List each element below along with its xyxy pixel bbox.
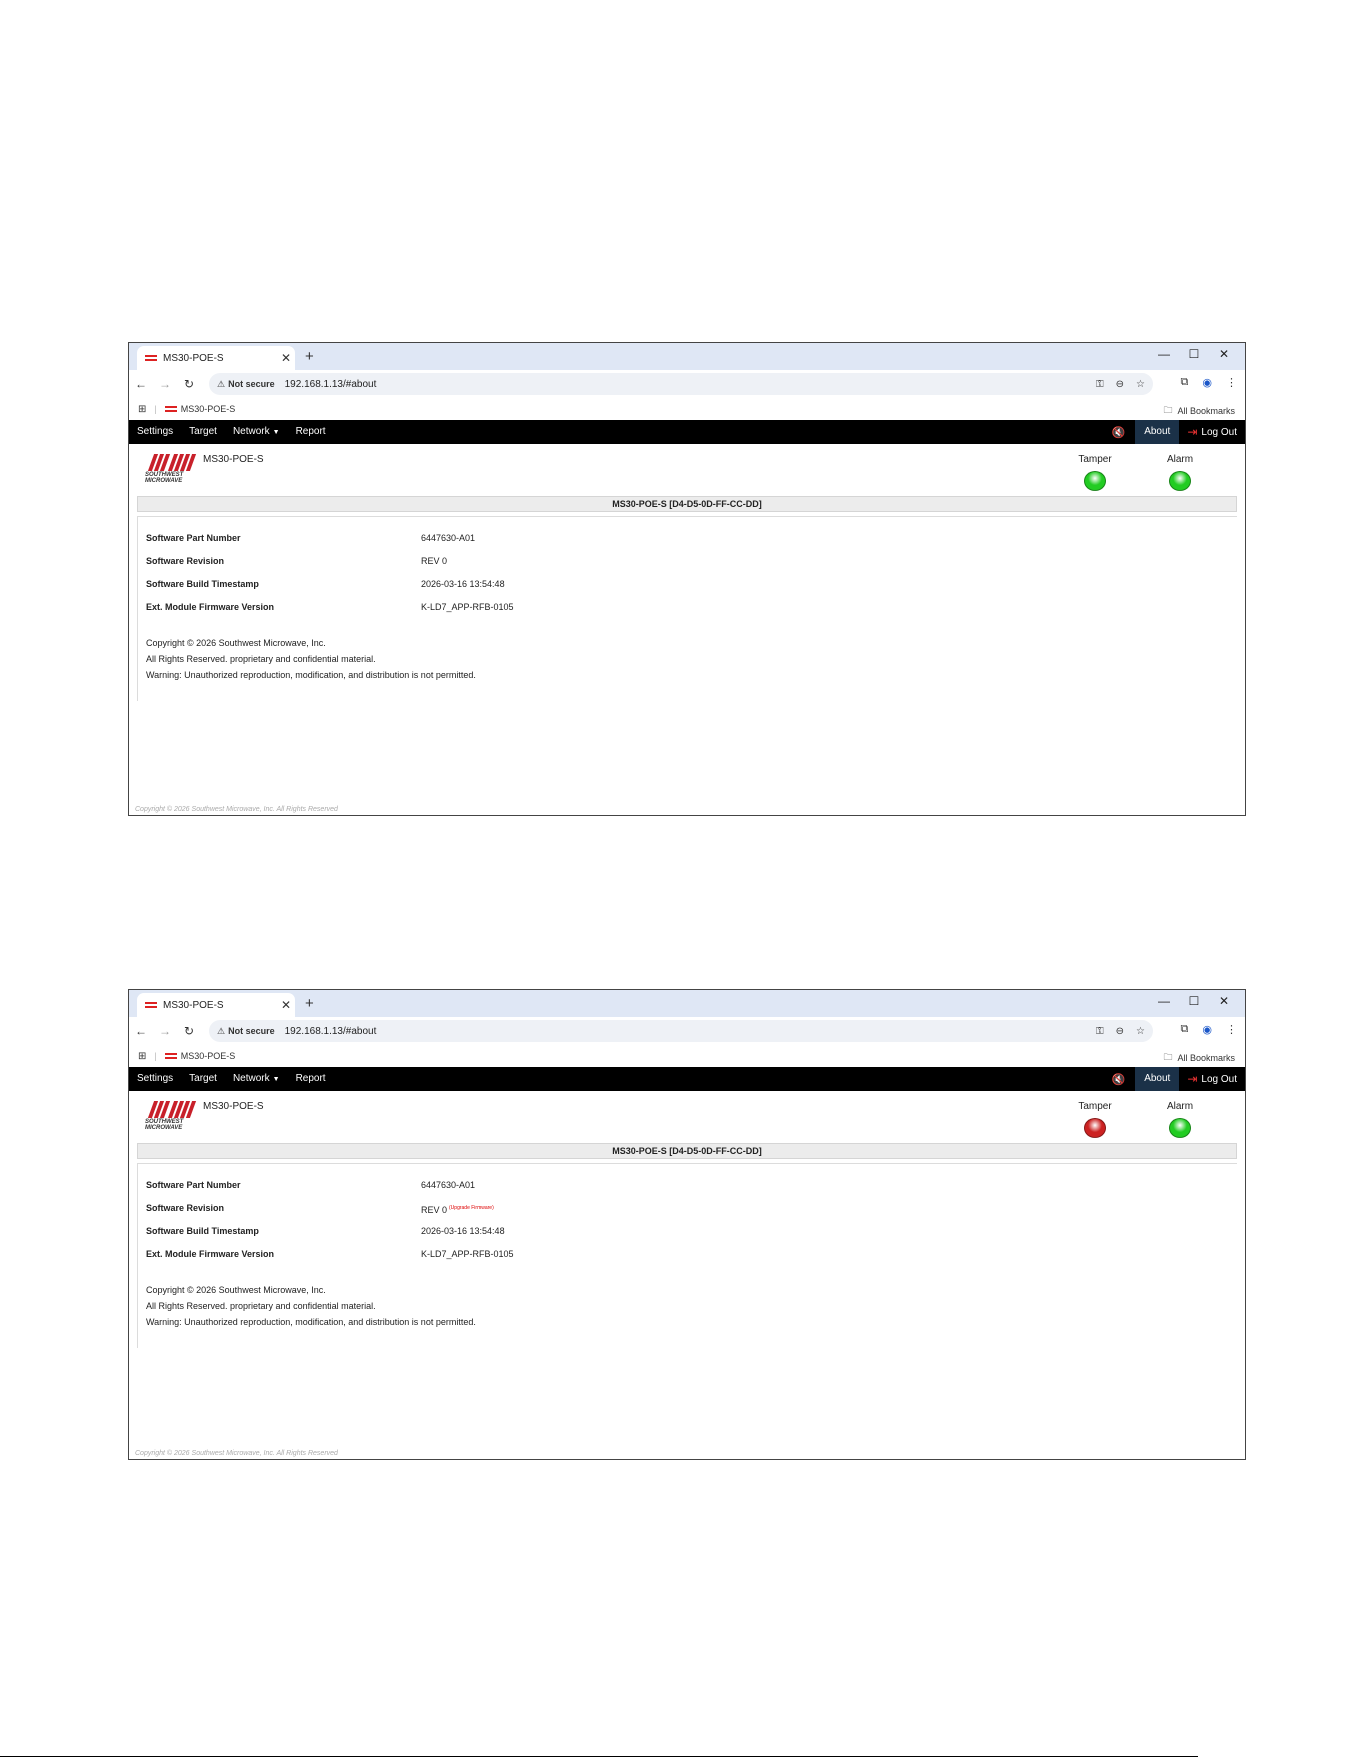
info-value <box>421 554 447 577</box>
info-value <box>421 577 505 600</box>
tamper-led-icon <box>1084 471 1106 491</box>
copyright-line: Warning: Unauthorized reproduction, modification, and distribution is not permitted. <box>146 1317 476 1327</box>
page-footer-rule <box>0 1756 1198 1757</box>
url-input[interactable] <box>209 1020 1153 1042</box>
favicon-icon <box>165 1052 177 1060</box>
address-bar <box>129 370 1245 398</box>
alarm-indicator <box>1160 454 1200 491</box>
logo-stripes <box>147 1101 193 1118</box>
company-logo <box>145 454 195 490</box>
bookmarks-bar <box>129 398 1245 420</box>
copyright-line: Warning: Unauthorized reproduction, modification, and distribution is not permitted. <box>146 670 476 680</box>
forward-arrow-icon[interactable]: → <box>159 1024 171 1038</box>
bookmark-item[interactable] <box>165 1051 236 1061</box>
bookmarks-bar <box>129 1045 1245 1067</box>
nav-target[interactable]: Target <box>189 426 217 437</box>
bookmark-star-icon[interactable]: ☆ <box>1136 1025 1145 1037</box>
url-text: 192.168.1.13/#about <box>284 378 377 390</box>
all-bookmarks-label: All Bookmarks <box>1177 406 1235 416</box>
url-input[interactable] <box>209 373 1153 395</box>
tab-title: MS30-POE-S <box>163 999 224 1011</box>
tab-search-icon[interactable]: ⧉ <box>1180 376 1189 388</box>
folder-icon: 🗀 <box>1163 1052 1173 1062</box>
new-tab-button[interactable]: + <box>305 348 314 365</box>
info-value-text: K-LD7_APP-RFB-0105 <box>421 1249 514 1259</box>
back-arrow-icon[interactable]: ← <box>135 1024 147 1038</box>
copyright-block <box>146 635 1229 683</box>
menu-kebab-icon[interactable]: ⋮ <box>1226 377 1237 389</box>
bookmark-label: MS30-POE-S <box>180 404 236 414</box>
info-label: Software Revision <box>146 556 225 566</box>
info-label: Ext. Module Firmware Version <box>146 602 275 612</box>
info-row <box>146 531 1229 554</box>
not-secure-label: Not secure <box>228 1025 275 1036</box>
info-row <box>146 554 1229 577</box>
nav-network-label: Network <box>232 1072 270 1084</box>
maximize-button[interactable]: ☐ <box>1188 347 1200 361</box>
nav-settings[interactable]: Settings <box>137 426 174 437</box>
info-label: Software Build Timestamp <box>146 579 259 589</box>
company-logo <box>145 1101 195 1137</box>
all-bookmarks-button[interactable] <box>1163 1050 1235 1066</box>
info-label: Ext. Module Firmware Version <box>146 1249 275 1259</box>
info-value <box>421 531 475 554</box>
screenshot-2 <box>128 989 1246 1460</box>
nav-about[interactable]: About <box>1135 1067 1179 1091</box>
info-label: Software Build Timestamp <box>146 1226 259 1236</box>
alarm-label: Alarm <box>1166 454 1194 465</box>
info-value-text: REV 0 <box>421 1205 448 1215</box>
info-label: Software Part Number <box>146 1180 241 1190</box>
tab-close-icon[interactable]: ✕ <box>280 998 292 1012</box>
forward-arrow-icon[interactable]: → <box>159 377 171 391</box>
screenshot-1 <box>128 342 1246 816</box>
info-value <box>421 600 514 623</box>
page-footer: Copyright © 2026 Southwest Microwave, Inc. All Rights Reserved <box>135 806 338 813</box>
device-title-bar: MS30-POE-S [D4-D5-0D-FF-CC-DD] <box>137 1143 1237 1159</box>
zoom-icon[interactable]: ⊖ <box>1115 1025 1125 1037</box>
copyright-line: All Rights Reserved. proprietary and confidential material. <box>146 654 376 664</box>
tab-search-icon[interactable]: ⧉ <box>1180 1023 1189 1035</box>
not-secure-label: Not secure <box>228 378 275 389</box>
info-value-text: 2026-03-16 13:54:48 <box>421 579 505 589</box>
password-key-icon[interactable]: ⚿ <box>1096 1025 1104 1037</box>
tab-title: MS30-POE-S <box>163 352 224 364</box>
bookmark-label: MS30-POE-S <box>180 1051 236 1061</box>
info-value-text: 2026-03-16 13:54:48 <box>421 1226 505 1236</box>
nav-settings[interactable]: Settings <box>137 1073 174 1084</box>
alarm-led-icon <box>1169 1118 1191 1138</box>
folder-icon: 🗀 <box>1163 405 1173 415</box>
alarm-indicator <box>1160 1101 1200 1138</box>
tamper-indicator <box>1075 454 1115 491</box>
logout-label: Log Out <box>1201 426 1237 438</box>
device-title-bar: MS30-POE-S [D4-D5-0D-FF-CC-DD] <box>137 496 1237 512</box>
reload-icon[interactable]: ↻ <box>183 1024 195 1038</box>
speaker-mute-icon[interactable]: 🔇 <box>1111 426 1126 439</box>
browser-tab[interactable] <box>137 346 295 370</box>
tab-close-icon[interactable]: ✕ <box>280 351 292 365</box>
alarm-label: Alarm <box>1166 1101 1194 1112</box>
bookmark-star-icon[interactable]: ☆ <box>1136 378 1145 390</box>
window-controls <box>1149 347 1239 361</box>
security-chip[interactable] <box>217 379 275 390</box>
info-value <box>421 1201 494 1224</box>
bookmark-item[interactable] <box>165 404 236 414</box>
app-header <box>129 1091 1245 1143</box>
menu-kebab-icon[interactable]: ⋮ <box>1226 1024 1237 1036</box>
info-list <box>146 1178 1229 1270</box>
logo-text: SOUTHWEST MICROWAVE <box>145 1119 184 1131</box>
bookmark-separator: | <box>154 404 157 414</box>
info-label: Software Part Number <box>146 533 241 543</box>
new-tab-button[interactable]: + <box>305 995 314 1012</box>
warning-icon: ⚠ <box>217 378 226 389</box>
info-value <box>421 1178 475 1201</box>
bookmark-separator: | <box>154 1051 157 1061</box>
profile-icon[interactable]: ◉ <box>1202 377 1212 389</box>
close-window-button[interactable]: ✕ <box>1218 347 1230 361</box>
logout-icon: ⇥ <box>1187 1072 1198 1086</box>
all-bookmarks-button[interactable] <box>1163 403 1235 419</box>
apps-grid-icon[interactable]: ⊞ <box>138 1050 147 1062</box>
window-controls <box>1149 994 1239 1008</box>
minimize-button[interactable]: — <box>1158 994 1170 1008</box>
info-list <box>146 531 1229 623</box>
app-header <box>129 444 1245 496</box>
address-bar <box>129 1017 1245 1045</box>
password-key-icon[interactable]: ⚿ <box>1096 378 1104 390</box>
nav-network-label: Network <box>232 425 270 437</box>
all-bookmarks-label: All Bookmarks <box>1177 1053 1235 1063</box>
info-row <box>146 1224 1229 1247</box>
info-value-text: 6447630-A01 <box>421 1180 476 1190</box>
tamper-led-icon <box>1084 1118 1106 1138</box>
reload-icon[interactable]: ↻ <box>183 377 195 391</box>
chevron-down-icon: ▼ <box>272 428 280 436</box>
zoom-icon[interactable]: ⊖ <box>1115 378 1125 390</box>
logout-label: Log Out <box>1201 1073 1237 1085</box>
copyright-line: Copyright © 2026 Southwest Microwave, Inc. <box>146 638 326 648</box>
copyright-line: All Rights Reserved. proprietary and confidential material. <box>146 1301 376 1311</box>
info-row <box>146 1247 1229 1270</box>
browser-tab[interactable] <box>137 993 295 1017</box>
minimize-button[interactable]: — <box>1158 347 1170 361</box>
logo-stripes <box>147 454 193 471</box>
browser-tab-strip <box>129 990 1245 1017</box>
copyright-block <box>146 1282 1229 1330</box>
speaker-mute-icon[interactable]: 🔇 <box>1111 1073 1126 1086</box>
page-footer: Copyright © 2026 Southwest Microwave, Inc. All Rights Reserved <box>135 1450 338 1457</box>
nav-network[interactable] <box>225 420 288 445</box>
logout-button[interactable] <box>1179 425 1245 439</box>
url-text: 192.168.1.13/#about <box>284 1025 377 1037</box>
logout-button[interactable] <box>1179 1072 1245 1086</box>
tamper-label: Tamper <box>1078 1101 1112 1112</box>
info-row <box>146 577 1229 600</box>
warning-icon: ⚠ <box>217 1025 226 1036</box>
nav-network[interactable] <box>225 1067 288 1092</box>
info-value-text: REV 0 <box>421 556 448 566</box>
logout-icon: ⇥ <box>1187 425 1198 439</box>
info-value <box>421 1224 505 1247</box>
maximize-button[interactable]: ☐ <box>1188 994 1200 1008</box>
about-panel <box>137 516 1237 701</box>
info-row <box>146 1178 1229 1201</box>
upgrade-firmware-link[interactable]: (Upgrade Firmware) <box>449 1205 494 1211</box>
chevron-down-icon: ▼ <box>272 1075 280 1083</box>
info-label: Software Revision <box>146 1203 225 1213</box>
profile-icon[interactable]: ◉ <box>1202 1024 1212 1036</box>
close-window-button[interactable]: ✕ <box>1218 994 1230 1008</box>
info-value-text: K-LD7_APP-RFB-0105 <box>421 602 514 612</box>
info-row <box>146 600 1229 623</box>
favicon-icon <box>145 1001 157 1009</box>
about-panel <box>137 1163 1237 1348</box>
info-value-text: 6447630-A01 <box>421 533 476 543</box>
alarm-led-icon <box>1169 471 1191 491</box>
apps-grid-icon[interactable]: ⊞ <box>138 403 147 415</box>
back-arrow-icon[interactable]: ← <box>135 377 147 391</box>
security-chip[interactable] <box>217 1026 275 1037</box>
tamper-label: Tamper <box>1078 454 1112 465</box>
nav-report[interactable]: Report <box>295 426 326 437</box>
info-row <box>146 1201 1229 1224</box>
copyright-line: Copyright © 2026 Southwest Microwave, Inc. <box>146 1285 326 1295</box>
nav-about[interactable]: About <box>1135 420 1179 444</box>
app-nav-bar <box>129 1067 1245 1091</box>
favicon-icon <box>145 354 157 362</box>
app-nav-bar <box>129 420 1245 444</box>
logo-text: SOUTHWEST MICROWAVE <box>145 472 184 484</box>
device-name: MS30-POE-S <box>203 454 264 465</box>
favicon-icon <box>165 405 177 413</box>
nav-report[interactable]: Report <box>295 1073 326 1084</box>
info-value <box>421 1247 514 1270</box>
device-name: MS30-POE-S <box>203 1101 264 1112</box>
browser-tab-strip <box>129 343 1245 370</box>
nav-target[interactable]: Target <box>189 1073 217 1084</box>
tamper-indicator <box>1075 1101 1115 1138</box>
